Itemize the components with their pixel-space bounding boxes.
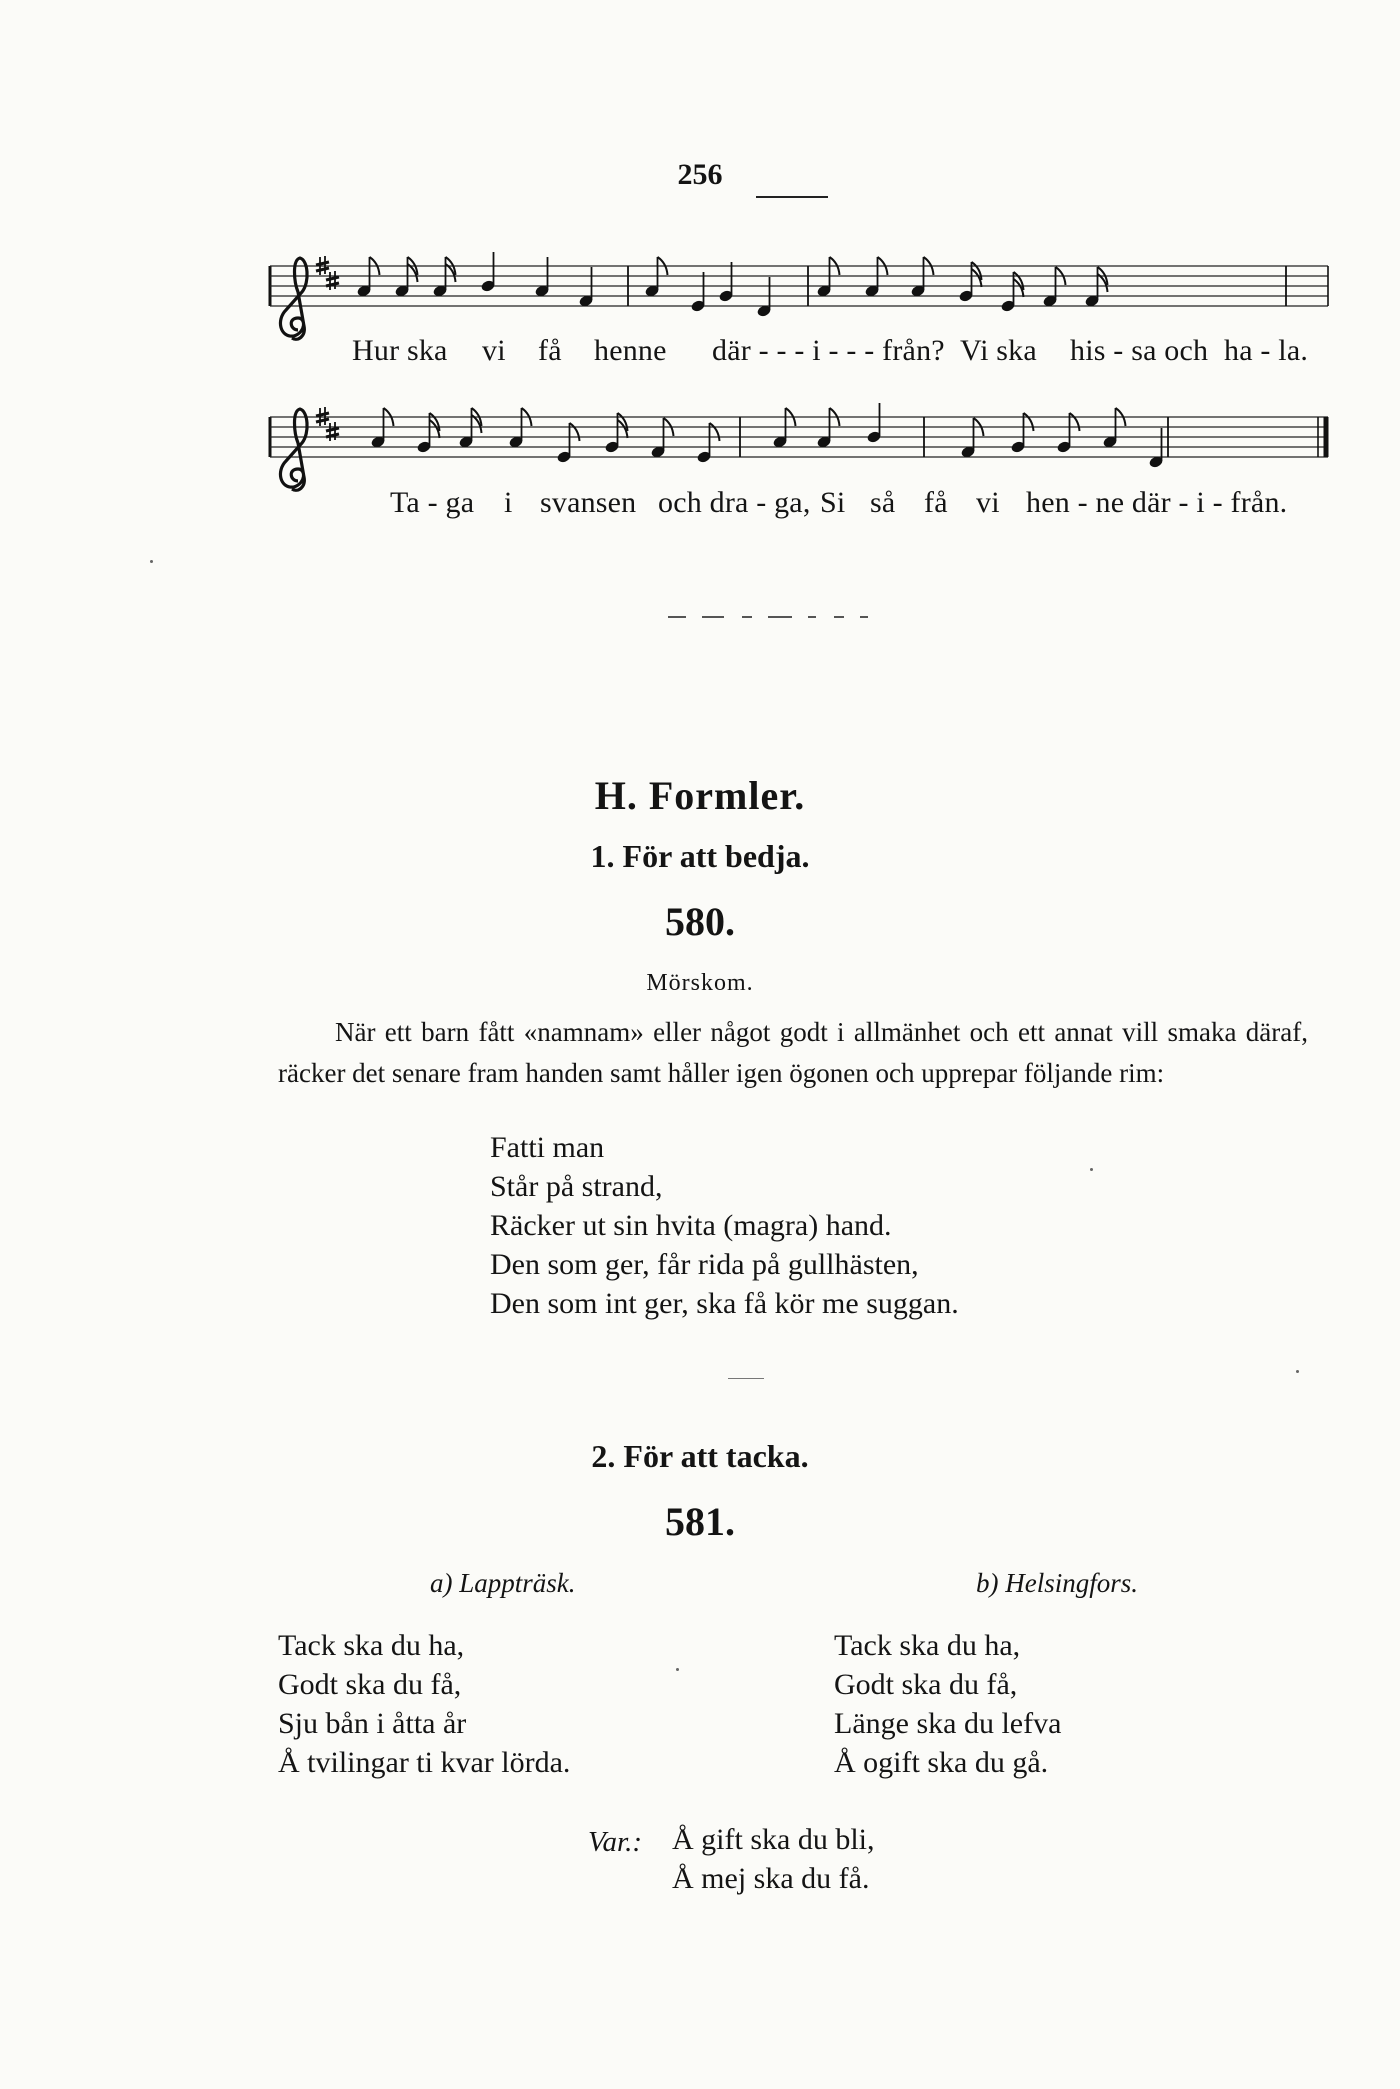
lyric-syllable: i xyxy=(504,486,513,519)
verse-line: Länge ska du lefva xyxy=(834,1707,1062,1740)
music-note xyxy=(480,252,496,293)
music-note xyxy=(718,262,734,303)
music-note xyxy=(508,408,531,449)
caption-b: b) Helsingfors. xyxy=(976,1568,1138,1598)
verse-line: Å gift ska du bli, xyxy=(672,1823,875,1856)
music-note xyxy=(1148,428,1164,469)
verse-line: Å ogift ska du gå. xyxy=(834,1746,1049,1779)
verse-581-b xyxy=(834,1626,1061,1782)
section-title: H. Formler. xyxy=(594,773,806,818)
verse-line: Sju bån i åtta år xyxy=(278,1707,467,1740)
verse-line: Räcker ut sin hvita (magra) hand. xyxy=(490,1209,892,1242)
music-note xyxy=(458,408,481,449)
verse-line: Godt ska du få, xyxy=(834,1668,1018,1701)
verse-580 xyxy=(490,1128,959,1323)
lyric-syllable: his - sa och xyxy=(1070,334,1209,367)
subsection-title-1: 1. För att bedja. xyxy=(590,838,810,874)
staff-1-lyrics xyxy=(352,334,1332,374)
print-speck xyxy=(1296,1370,1299,1373)
place-name-1: Mörskom. xyxy=(646,970,754,996)
description-paragraph xyxy=(278,1012,1308,1094)
lyric-syllable: svansen xyxy=(540,486,637,519)
lyric-syllable: Hur ska xyxy=(352,334,448,367)
staff-2-lyrics xyxy=(362,486,1322,526)
page-number-rule xyxy=(756,196,828,198)
music-note xyxy=(370,408,393,449)
lyric-syllable: Ta - ga xyxy=(390,486,475,519)
music-note xyxy=(578,267,594,308)
music-note xyxy=(1000,272,1023,313)
verse-line: Den som ger, får rida på gullhästen, xyxy=(490,1248,919,1281)
lyric-syllable: få xyxy=(538,334,562,367)
music-note xyxy=(1010,413,1033,454)
music-note xyxy=(1056,413,1079,454)
verse-line: Godt ska du få, xyxy=(278,1668,462,1701)
music-note xyxy=(1102,408,1125,449)
music-note xyxy=(432,257,455,298)
variant-label: Var.: xyxy=(588,1826,642,1858)
music-note xyxy=(690,272,706,313)
item-number-580: 580. xyxy=(665,899,735,944)
print-speck xyxy=(676,1668,679,1671)
music-note xyxy=(356,257,379,298)
sharp-sign xyxy=(326,271,339,290)
treble-clef xyxy=(280,409,307,490)
print-speck xyxy=(150,560,153,563)
lyric-syllable: så xyxy=(870,486,896,519)
small-divider xyxy=(728,1378,764,1379)
lyric-syllable: Vi ska xyxy=(960,334,1037,367)
music-note xyxy=(696,423,719,464)
lyric-syllable: ha - la. xyxy=(1224,334,1309,367)
sharp-sign xyxy=(326,422,339,441)
music-note xyxy=(866,403,882,444)
verse-line: Står på strand, xyxy=(490,1170,663,1203)
music-note xyxy=(910,257,933,298)
print-speck xyxy=(1090,1168,1093,1171)
lyric-syllable: henne xyxy=(594,334,667,367)
music-note xyxy=(650,418,673,459)
music-note xyxy=(864,257,887,298)
section-separator xyxy=(668,614,908,620)
subsection-title-2: 2. För att tacka. xyxy=(591,1438,809,1474)
music-note xyxy=(756,277,772,318)
music-note xyxy=(644,257,667,298)
verse-line: Å mej ska du få. xyxy=(672,1862,870,1895)
verse-line: Den som int ger, ska få kör me suggan. xyxy=(490,1287,959,1320)
music-note xyxy=(534,257,550,298)
music-note xyxy=(394,257,417,298)
music-note xyxy=(604,413,627,454)
treble-clef xyxy=(280,258,307,339)
verse-581-variant xyxy=(672,1820,875,1898)
lyric-syllable: där - - - i - - - från? xyxy=(712,334,945,367)
verse-line: Å tvilingar ti kvar lörda. xyxy=(278,1746,571,1779)
music-note xyxy=(416,413,439,454)
caption-a: a) Lappträsk. xyxy=(430,1568,576,1598)
description-text: När ett barn fått «namnam» eller något godt i allmänhet och ett annat vill smaka däraf, räcker det senare fram handen samt håller igen ögonen och upprepar följande rim: xyxy=(278,1017,1308,1088)
lyric-syllable: och dra - ga, xyxy=(658,486,811,519)
music-note xyxy=(960,418,983,459)
music-note xyxy=(772,408,795,449)
verse-line: Fatti man xyxy=(490,1131,605,1164)
lyric-syllable: vi xyxy=(482,334,506,367)
music-note xyxy=(958,262,981,303)
verse-line: Tack ska du ha, xyxy=(278,1629,465,1662)
music-note xyxy=(556,423,579,464)
lyric-syllable: vi xyxy=(976,486,1000,519)
item-number-581: 581. xyxy=(665,1499,735,1544)
music-note xyxy=(1042,267,1065,308)
lyric-syllable: få xyxy=(924,486,948,519)
lyric-syllable: Si xyxy=(820,486,846,519)
music-note xyxy=(816,408,839,449)
music-note xyxy=(1084,267,1107,308)
music-staff-2 xyxy=(268,403,1334,499)
verse-581-a xyxy=(278,1626,570,1782)
page-number: 256 xyxy=(677,158,723,191)
lyric-syllable: hen - ne där - i - från. xyxy=(1026,486,1288,519)
music-note xyxy=(816,257,839,298)
verse-line: Tack ska du ha, xyxy=(834,1629,1021,1662)
